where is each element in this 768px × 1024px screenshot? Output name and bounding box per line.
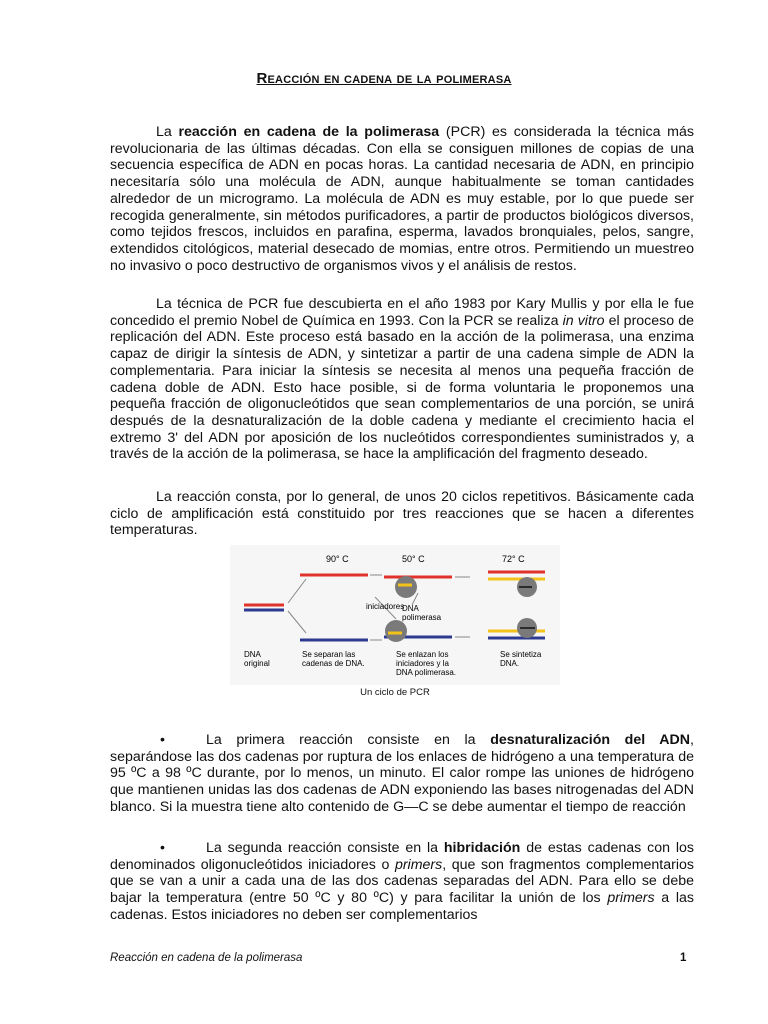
dna-polimerasa-label-2: polimerasa <box>402 613 442 622</box>
bold-term: reacción en cadena de la polimerasa <box>178 124 440 140</box>
bind-label-3: DNA polimerasa. <box>396 668 457 677</box>
figure-caption: Un ciclo de PCR <box>360 687 430 698</box>
polymerase-circle-bottom <box>385 620 407 642</box>
bullet-icon: • <box>160 840 165 856</box>
paragraph-1: La reacción en cadena de la polimerasa (PCR) es considerada la técnica más revolucionaria de las últimas décadas. Con ella se consiguen millones de copias de una secuencia específica de ADN en pocas horas. La cantidad necesaria de ADN, en principio necesitaría sólo una molécula de ADN, aunque habitualmente se toman cantidades alrededor de un microgramo. La molécula de ADN es muy estable, por lo que puede ser recogida generalmente, sin métodos purificadores, a partir de productos biológicos diversos, como tejidos frescos, incluidos en parafina, esperma, lavados bronquiales, pelos, sangre, extendidos citológicos, material desecado de momias, entre otros. Permitiendo un muestreo no invasivo o poco destructivo de organismos vivos y el análisis de restos. <box>110 124 694 274</box>
bullet-item-1: • La primera reacción consiste en la desnaturalización del ADN, separándose las dos cadenas por ruptura de los enlaces de hidrógeno a una temperatura de 95 ºC a 98 ºC durante, por lo menos, un minuto. El calor rompe las uniones de hidrógeno que mantienen unidas las dos cadenas de ADN exponiendo las bases nitrogenadas del ADN blanco. Si la muestra tiene alto contenido de G—C se debe aumentar el tiempo de reacción <box>110 732 694 815</box>
bullet-item-2: • La segunda reacción consiste en la hibridación de estas cadenas con los denominados oligonucleótidos iniciadores o primers, que son fragmentos complementarios que se van a unir a cada una de las dos cadenas separadas del ADN. Para ello se debe bajar la temperatura (entre 50 ºC y 80 ºC) y para facilitar la unión de los primers a las cadenas. Estos iniciadores no deben ser complementarios <box>110 840 694 923</box>
polymerase-circle-top <box>395 576 417 598</box>
pcr-diagram-svg <box>230 545 560 685</box>
synth-label-1: Se sintetiza <box>500 650 542 659</box>
separate-label-2: cadenas de DNA. <box>302 659 365 668</box>
dna-original-label-2: original <box>244 659 270 668</box>
temp-90-label: 90° C <box>326 554 349 564</box>
italic-term: primers <box>607 890 655 907</box>
italic-term: in vitro <box>562 312 605 329</box>
arrow-up <box>288 579 306 603</box>
separate-label-1: Se separan las <box>302 650 356 659</box>
paragraph-3: La reacción consta, por lo general, de unos 20 ciclos repetitivos. Básicamente cada ciclo de amplificación está constituido por tres reacciones que se hacen a diferentes temperaturas. <box>110 489 694 539</box>
dna-original-label-1: DNA <box>244 650 261 659</box>
bold-term: desnaturalización del ADN <box>490 732 691 748</box>
dna-polimerasa-label-1: DNA <box>402 604 419 613</box>
bind-label-1: Se enlazan los <box>396 650 449 659</box>
bold-term: hibridación <box>443 840 521 856</box>
synth-label-2: DNA. <box>500 659 520 668</box>
page-number: 1 <box>680 952 687 964</box>
paragraph-2: La técnica de PCR fue descubierta en el año 1983 por Kary Mullis y por ella le fue concedido el premio Nobel de Química en 1993. Con la PCR se realiza in vitro el proceso de replicación del ADN. Este proceso está basado en la acción de la polimerasa, una enzima capaz de dirigir la síntesis de ADN, y sintetizar a partir de una cadena simple de ADN la complementaria. Para iniciar la síntesis se necesita al menos una pequeña fracción de cadena doble de ADN. Esto hace posible, si de forma voluntaria le proponemos una pequeña fracción de oligonucleótidos que sean complementarios de una porción, se unirá después de la desnaturalización de la doble cadena y mediante el crecimiento hacia el extremo 3' del ADN por aposición de los nucleótidos correspondientes suministrados y, a través de la acción de la polimerasa, se hace la amplificación del fragmento deseado. <box>110 296 694 463</box>
pcr-cycle-diagram <box>230 545 560 685</box>
page-title: Reacción en cadena de la polimerasa <box>256 70 512 87</box>
iniciadores-label: iniciadores <box>366 602 405 611</box>
temp-72-label: 72° C <box>502 554 525 564</box>
bind-label-2: iniciadores y la <box>396 659 449 668</box>
footer-title: Reacción en cadena de la polimerasa <box>110 952 303 964</box>
temp-50-label: 50° C <box>402 554 425 564</box>
italic-term: primers <box>394 856 443 873</box>
arrow-down <box>288 611 306 633</box>
bullet-icon: • <box>160 732 165 748</box>
